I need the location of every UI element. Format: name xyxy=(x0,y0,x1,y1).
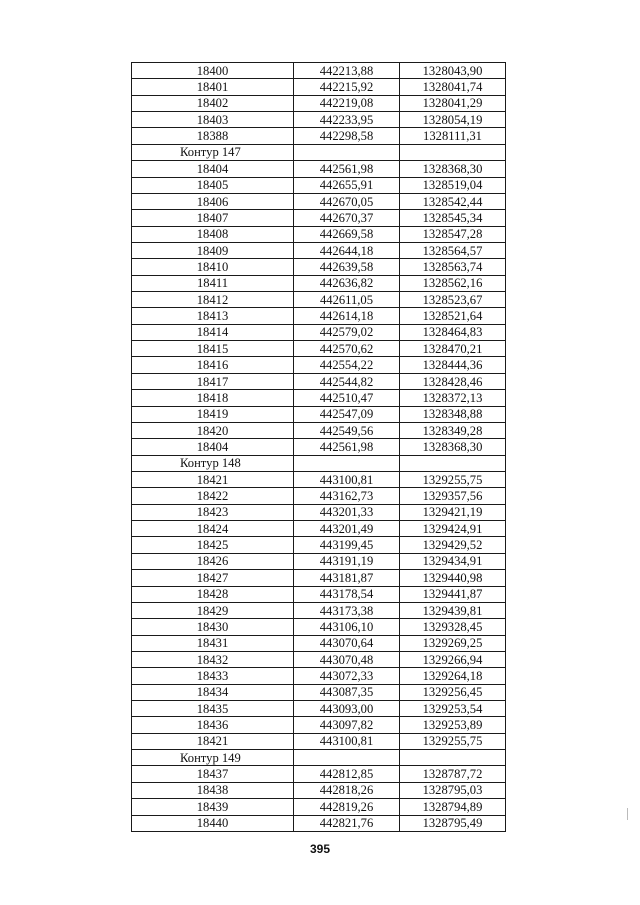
x-coordinate-cell: 442213,88 xyxy=(294,63,400,79)
x-coordinate-cell: 443181,87 xyxy=(294,570,400,586)
x-coordinate-cell: 442821,76 xyxy=(294,815,400,831)
x-coordinate-cell: 443201,49 xyxy=(294,521,400,537)
point-number-cell: 18400 xyxy=(132,63,294,79)
table-row xyxy=(132,324,506,340)
point-number-cell: 18435 xyxy=(132,701,294,717)
y-coordinate-cell: 1328054,19 xyxy=(400,112,506,128)
point-number-cell: 18415 xyxy=(132,341,294,357)
point-number-cell: 18417 xyxy=(132,373,294,389)
y-coordinate-cell: 1329255,75 xyxy=(400,471,506,487)
table-row xyxy=(132,815,506,831)
point-number-cell: 18425 xyxy=(132,537,294,553)
x-coordinate-cell: 442570,62 xyxy=(294,341,400,357)
y-coordinate-cell: 1328545,34 xyxy=(400,210,506,226)
x-coordinate-cell: 443201,33 xyxy=(294,504,400,520)
contour-header-row xyxy=(132,455,506,471)
table-row xyxy=(132,177,506,193)
coordinates-table-body xyxy=(132,63,506,832)
table-row xyxy=(132,128,506,144)
y-coordinate-cell: 1328547,28 xyxy=(400,226,506,242)
point-number-cell: 18401 xyxy=(132,79,294,95)
page-number: 395 xyxy=(309,842,331,856)
y-coordinate-cell: 1328563,74 xyxy=(400,259,506,275)
point-number-cell: 18440 xyxy=(132,815,294,831)
table-row xyxy=(132,471,506,487)
empty-cell xyxy=(400,144,506,160)
table-row xyxy=(132,488,506,504)
table-row xyxy=(132,651,506,667)
y-coordinate-cell: 1328523,67 xyxy=(400,292,506,308)
x-coordinate-cell: 443097,82 xyxy=(294,717,400,733)
table-row xyxy=(132,504,506,520)
point-number-cell: 18438 xyxy=(132,782,294,798)
y-coordinate-cell: 1329440,98 xyxy=(400,570,506,586)
point-number-cell: 18413 xyxy=(132,308,294,324)
y-coordinate-cell: 1328542,44 xyxy=(400,193,506,209)
table-row xyxy=(132,717,506,733)
x-coordinate-cell: 442670,37 xyxy=(294,210,400,226)
table-row xyxy=(132,635,506,651)
table-row xyxy=(132,701,506,717)
table-row xyxy=(132,782,506,798)
y-coordinate-cell: 1328368,30 xyxy=(400,161,506,177)
y-coordinate-cell: 1329253,89 xyxy=(400,717,506,733)
y-coordinate-cell: 1329429,52 xyxy=(400,537,506,553)
table-row xyxy=(132,537,506,553)
x-coordinate-cell: 442233,95 xyxy=(294,112,400,128)
x-coordinate-cell: 443087,35 xyxy=(294,684,400,700)
contour-header-row xyxy=(132,750,506,766)
x-coordinate-cell: 442669,58 xyxy=(294,226,400,242)
table-row xyxy=(132,586,506,602)
empty-cell xyxy=(400,750,506,766)
table-row xyxy=(132,799,506,815)
y-coordinate-cell: 1329253,54 xyxy=(400,701,506,717)
x-coordinate-cell: 442670,05 xyxy=(294,193,400,209)
point-number-cell: 18436 xyxy=(132,717,294,733)
y-coordinate-cell: 1329434,91 xyxy=(400,553,506,569)
point-number-cell: 18404 xyxy=(132,161,294,177)
x-coordinate-cell: 442219,08 xyxy=(294,95,400,111)
contour-header-row xyxy=(132,144,506,160)
point-number-cell: 18410 xyxy=(132,259,294,275)
y-coordinate-cell: 1329357,56 xyxy=(400,488,506,504)
x-coordinate-cell: 443178,54 xyxy=(294,586,400,602)
x-coordinate-cell: 443106,10 xyxy=(294,619,400,635)
table-row xyxy=(132,210,506,226)
point-number-cell: 18424 xyxy=(132,521,294,537)
point-number-cell: 18437 xyxy=(132,766,294,782)
y-coordinate-cell: 1328564,57 xyxy=(400,242,506,258)
y-coordinate-cell: 1328043,90 xyxy=(400,63,506,79)
y-coordinate-cell: 1328519,04 xyxy=(400,177,506,193)
point-number-cell: 18416 xyxy=(132,357,294,373)
x-coordinate-cell: 442549,56 xyxy=(294,422,400,438)
empty-cell xyxy=(294,750,400,766)
point-number-cell: 18428 xyxy=(132,586,294,602)
y-coordinate-cell: 1329421,19 xyxy=(400,504,506,520)
table-row xyxy=(132,79,506,95)
x-coordinate-cell: 443072,33 xyxy=(294,668,400,684)
point-number-cell: 18420 xyxy=(132,422,294,438)
point-number-cell: 18433 xyxy=(132,668,294,684)
point-number-cell: 18388 xyxy=(132,128,294,144)
point-number-cell: 18426 xyxy=(132,553,294,569)
x-coordinate-cell: 442544,82 xyxy=(294,373,400,389)
point-number-cell: 18408 xyxy=(132,226,294,242)
point-number-cell: 18429 xyxy=(132,602,294,618)
empty-cell xyxy=(400,455,506,471)
x-coordinate-cell: 442614,18 xyxy=(294,308,400,324)
table-row xyxy=(132,390,506,406)
x-coordinate-cell: 442215,92 xyxy=(294,79,400,95)
y-coordinate-cell: 1329255,75 xyxy=(400,733,506,749)
y-coordinate-cell: 1329256,45 xyxy=(400,684,506,700)
x-coordinate-cell: 442561,98 xyxy=(294,439,400,455)
x-coordinate-cell: 443070,64 xyxy=(294,635,400,651)
x-coordinate-cell: 442611,05 xyxy=(294,292,400,308)
point-number-cell: 18412 xyxy=(132,292,294,308)
table-row xyxy=(132,406,506,422)
point-number-cell: 18404 xyxy=(132,439,294,455)
table-row xyxy=(132,226,506,242)
margin-mark xyxy=(627,808,628,820)
point-number-cell: 18407 xyxy=(132,210,294,226)
table-row xyxy=(132,275,506,291)
point-number-cell: 18403 xyxy=(132,112,294,128)
point-number-cell: 18419 xyxy=(132,406,294,422)
y-coordinate-cell: 1328372,13 xyxy=(400,390,506,406)
table-row xyxy=(132,684,506,700)
x-coordinate-cell: 443173,38 xyxy=(294,602,400,618)
x-coordinate-cell: 442655,91 xyxy=(294,177,400,193)
point-number-cell: 18418 xyxy=(132,390,294,406)
x-coordinate-cell: 443162,73 xyxy=(294,488,400,504)
y-coordinate-cell: 1329424,91 xyxy=(400,521,506,537)
x-coordinate-cell: 443100,81 xyxy=(294,733,400,749)
table-row xyxy=(132,570,506,586)
table-row xyxy=(132,193,506,209)
point-number-cell: 18411 xyxy=(132,275,294,291)
x-coordinate-cell: 442644,18 xyxy=(294,242,400,258)
table-row xyxy=(132,602,506,618)
y-coordinate-cell: 1329328,45 xyxy=(400,619,506,635)
x-coordinate-cell: 442579,02 xyxy=(294,324,400,340)
y-coordinate-cell: 1328787,72 xyxy=(400,766,506,782)
point-number-cell: 18439 xyxy=(132,799,294,815)
y-coordinate-cell: 1328041,29 xyxy=(400,95,506,111)
x-coordinate-cell: 442818,26 xyxy=(294,782,400,798)
table-row xyxy=(132,341,506,357)
x-coordinate-cell: 442812,85 xyxy=(294,766,400,782)
x-coordinate-cell: 442636,82 xyxy=(294,275,400,291)
x-coordinate-cell: 442510,47 xyxy=(294,390,400,406)
table-row xyxy=(132,112,506,128)
point-number-cell: 18414 xyxy=(132,324,294,340)
y-coordinate-cell: 1328111,31 xyxy=(400,128,506,144)
y-coordinate-cell: 1328041,74 xyxy=(400,79,506,95)
y-coordinate-cell: 1328521,64 xyxy=(400,308,506,324)
y-coordinate-cell: 1328562,16 xyxy=(400,275,506,291)
point-number-cell: 18422 xyxy=(132,488,294,504)
y-coordinate-cell: 1328428,46 xyxy=(400,373,506,389)
point-number-cell: 18432 xyxy=(132,651,294,667)
x-coordinate-cell: 442819,26 xyxy=(294,799,400,815)
table-row xyxy=(132,733,506,749)
x-coordinate-cell: 443070,48 xyxy=(294,651,400,667)
table-row xyxy=(132,766,506,782)
y-coordinate-cell: 1329266,94 xyxy=(400,651,506,667)
point-number-cell: 18402 xyxy=(132,95,294,111)
point-number-cell: 18427 xyxy=(132,570,294,586)
point-number-cell: 18421 xyxy=(132,471,294,487)
table-row xyxy=(132,161,506,177)
empty-cell xyxy=(294,144,400,160)
table-row xyxy=(132,308,506,324)
x-coordinate-cell: 443100,81 xyxy=(294,471,400,487)
y-coordinate-cell: 1329439,81 xyxy=(400,602,506,618)
y-coordinate-cell: 1328444,36 xyxy=(400,357,506,373)
empty-cell xyxy=(294,455,400,471)
x-coordinate-cell: 443093,00 xyxy=(294,701,400,717)
point-number-cell: 18434 xyxy=(132,684,294,700)
point-number-cell: 18430 xyxy=(132,619,294,635)
y-coordinate-cell: 1328348,88 xyxy=(400,406,506,422)
contour-label: Контур 149 xyxy=(132,750,294,766)
point-number-cell: 18405 xyxy=(132,177,294,193)
y-coordinate-cell: 1329441,87 xyxy=(400,586,506,602)
table-row xyxy=(132,619,506,635)
table-row xyxy=(132,63,506,79)
contour-label: Контур 148 xyxy=(132,455,294,471)
table-row xyxy=(132,242,506,258)
point-number-cell: 18421 xyxy=(132,733,294,749)
point-number-cell: 18409 xyxy=(132,242,294,258)
point-number-cell: 18423 xyxy=(132,504,294,520)
x-coordinate-cell: 442298,58 xyxy=(294,128,400,144)
y-coordinate-cell: 1328368,30 xyxy=(400,439,506,455)
x-coordinate-cell: 443199,45 xyxy=(294,537,400,553)
table-row xyxy=(132,422,506,438)
table-row xyxy=(132,373,506,389)
point-number-cell: 18406 xyxy=(132,193,294,209)
table-row xyxy=(132,95,506,111)
y-coordinate-cell: 1329269,25 xyxy=(400,635,506,651)
y-coordinate-cell: 1328795,03 xyxy=(400,782,506,798)
y-coordinate-cell: 1329264,18 xyxy=(400,668,506,684)
table-row xyxy=(132,357,506,373)
point-number-cell: 18431 xyxy=(132,635,294,651)
table-row xyxy=(132,553,506,569)
y-coordinate-cell: 1328470,21 xyxy=(400,341,506,357)
table-row xyxy=(132,439,506,455)
contour-label: Контур 147 xyxy=(132,144,294,160)
y-coordinate-cell: 1328464,83 xyxy=(400,324,506,340)
y-coordinate-cell: 1328795,49 xyxy=(400,815,506,831)
x-coordinate-cell: 442639,58 xyxy=(294,259,400,275)
x-coordinate-cell: 442547,09 xyxy=(294,406,400,422)
y-coordinate-cell: 1328349,28 xyxy=(400,422,506,438)
y-coordinate-cell: 1328794,89 xyxy=(400,799,506,815)
x-coordinate-cell: 442561,98 xyxy=(294,161,400,177)
table-row xyxy=(132,521,506,537)
table-row xyxy=(132,292,506,308)
x-coordinate-cell: 443191,19 xyxy=(294,553,400,569)
table-row xyxy=(132,259,506,275)
x-coordinate-cell: 442554,22 xyxy=(294,357,400,373)
coordinates-table xyxy=(131,62,506,832)
table-row xyxy=(132,668,506,684)
